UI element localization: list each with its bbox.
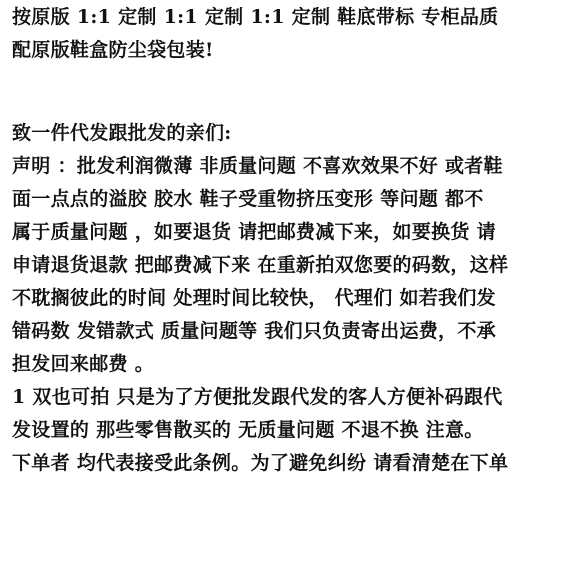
header-line-2: 配原版鞋盒防尘袋包装! [12, 39, 214, 61]
paragraph-gap [12, 67, 572, 117]
body-line: 错码数 发错款式 质量问题等 我们只负责寄出运费，不承 [12, 320, 496, 342]
greeting-line: 致一件代发跟批发的亲们: [12, 122, 232, 144]
notice-document [12, 0, 572, 480]
body-line: 面一点点的溢胶 胶水 鞋子受重物挤压变形 等问题 都不 [12, 188, 484, 210]
body-line: 不耽搁彼此的时间 处理时间比较快， 代理们 如若我们发 [12, 287, 496, 309]
body-line: 下单者 均代表接受此条例。为了避免纠纷 请看清楚在下单 [12, 452, 509, 474]
body-line: 发设置的 那些零售散买的 无质量问题 不退不换 注意。 [12, 419, 484, 441]
body-line: 申请退货退款 把邮费减下来 在重新拍双您要的码数，这样 [12, 254, 509, 276]
body-line: 担发回来邮费 。 [12, 353, 155, 375]
header-line-1: 按原版 1:1 定制 1:1 定制 1:1 定制 鞋底带标 专柜品质 [12, 6, 499, 28]
body-line: 声明 ：批发利润微薄 非质量问题 不喜欢效果不好 或者鞋 [12, 155, 503, 177]
body-line: 属于质量问题 ，如要退货 请把邮费减下来，如要换货 请 [12, 221, 496, 243]
body-line: 1 双也可拍 只是为了方便批发跟代发的客人方便补码跟代 [12, 386, 503, 408]
